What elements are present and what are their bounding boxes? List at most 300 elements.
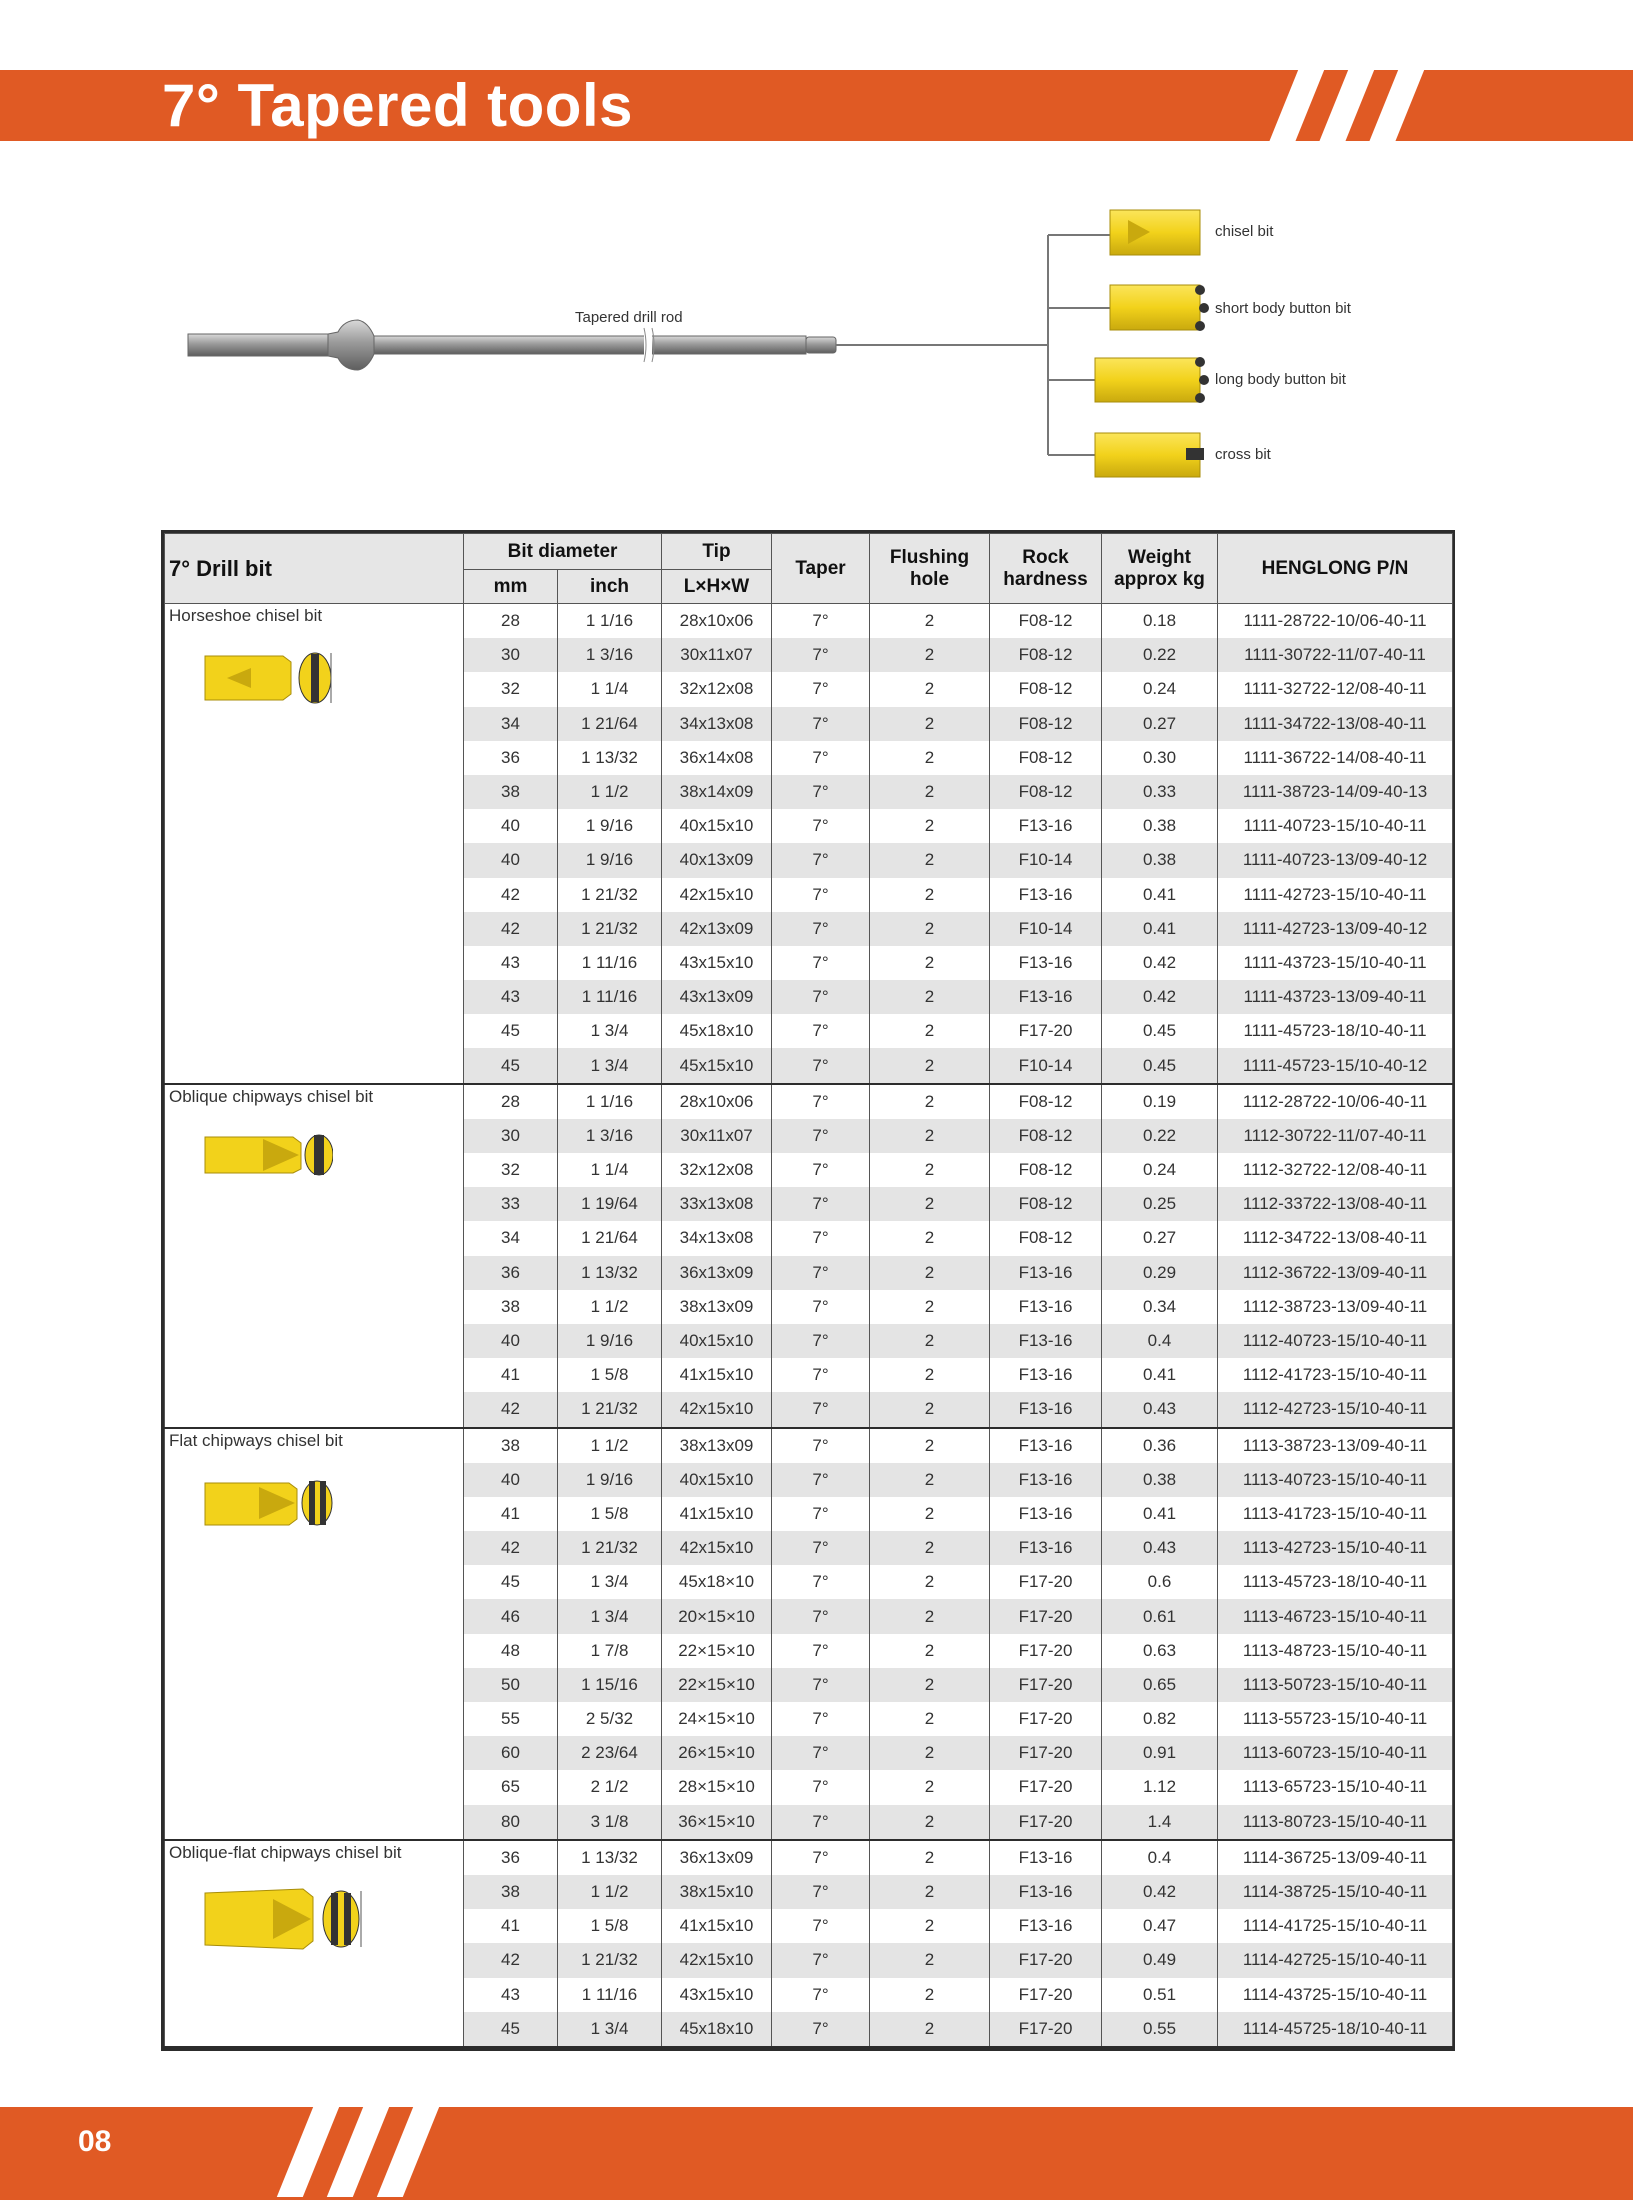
cell-weight: 0.55 — [1102, 2012, 1218, 2047]
cell-inch: 1 9/16 — [558, 809, 662, 843]
cell-pn: 1114-36725-13/09-40-11 — [1218, 1840, 1453, 1875]
cell-pn: 1114-42725-15/10-40-11 — [1218, 1943, 1453, 1977]
header-taper: Taper — [772, 534, 870, 604]
cell-tip: 38x13x09 — [662, 1290, 772, 1324]
cell-weight: 0.38 — [1102, 809, 1218, 843]
cell-rock: F13-16 — [990, 1392, 1102, 1427]
tapered-drill-rod — [188, 320, 1048, 370]
cell-rock: F08-12 — [990, 1119, 1102, 1153]
cell-inch: 1 3/16 — [558, 1119, 662, 1153]
cell-inch: 1 5/8 — [558, 1358, 662, 1392]
cell-rock: F13-16 — [990, 980, 1102, 1014]
cell-weight: 0.33 — [1102, 775, 1218, 809]
cell-inch: 1 1/2 — [558, 775, 662, 809]
cell-tip: 40x15x10 — [662, 809, 772, 843]
long-body-button-bit-image — [1095, 357, 1209, 403]
cell-rock: F17-20 — [990, 1943, 1102, 1977]
cell-taper: 7° — [772, 1324, 870, 1358]
cell-taper: 7° — [772, 1084, 870, 1119]
cell-taper: 7° — [772, 878, 870, 912]
cell-rock: F17-20 — [990, 1599, 1102, 1633]
cell-inch: 1 9/16 — [558, 1463, 662, 1497]
cell-inch: 1 9/16 — [558, 1324, 662, 1358]
cell-rock: F08-12 — [990, 604, 1102, 639]
cell-weight: 0.4 — [1102, 1324, 1218, 1358]
cell-rock: F17-20 — [990, 1736, 1102, 1770]
cell-weight: 0.49 — [1102, 1943, 1218, 1977]
cell-tip: 42x15x10 — [662, 1392, 772, 1427]
cell-mm: 38 — [464, 775, 558, 809]
cell-mm: 38 — [464, 1875, 558, 1909]
cell-weight: 0.47 — [1102, 1909, 1218, 1943]
cell-rock: F13-16 — [990, 1428, 1102, 1463]
bit-product-image — [203, 648, 333, 713]
category-cell — [165, 1840, 464, 2047]
cell-taper: 7° — [772, 1463, 870, 1497]
cell-tip: 42x15x10 — [662, 878, 772, 912]
bit-label-short-button: short body button bit — [1215, 300, 1351, 317]
cell-weight: 0.22 — [1102, 638, 1218, 672]
cell-flushing: 2 — [870, 809, 990, 843]
cell-inch: 1 1/2 — [558, 1428, 662, 1463]
cell-weight: 0.41 — [1102, 1358, 1218, 1392]
cell-tip: 22×15×10 — [662, 1668, 772, 1702]
cell-pn: 1113-80723-15/10-40-11 — [1218, 1805, 1453, 1840]
cell-pn: 1113-40723-15/10-40-11 — [1218, 1463, 1453, 1497]
cell-tip: 38x14x09 — [662, 775, 772, 809]
cell-mm: 32 — [464, 672, 558, 706]
category-name: Horseshoe chisel bit — [169, 606, 323, 625]
cell-pn: 1111-34722-13/08-40-11 — [1218, 707, 1453, 741]
cell-flushing: 2 — [870, 1531, 990, 1565]
cell-mm: 38 — [464, 1428, 558, 1463]
cell-taper: 7° — [772, 1290, 870, 1324]
cell-flushing: 2 — [870, 878, 990, 912]
cell-taper: 7° — [772, 707, 870, 741]
header-bit-diameter: Bit diameter — [464, 534, 662, 570]
cell-pn: 1111-36722-14/08-40-11 — [1218, 741, 1453, 775]
cell-weight: 0.41 — [1102, 878, 1218, 912]
cell-pn: 1112-42723-15/10-40-11 — [1218, 1392, 1453, 1427]
cell-rock: F17-20 — [990, 1668, 1102, 1702]
cell-flushing: 2 — [870, 1736, 990, 1770]
cell-weight: 0.42 — [1102, 1875, 1218, 1909]
cell-weight: 0.6 — [1102, 1565, 1218, 1599]
cell-tip: 28x10x06 — [662, 1084, 772, 1119]
cell-inch: 1 1/16 — [558, 1084, 662, 1119]
cell-flushing: 2 — [870, 1324, 990, 1358]
cell-flushing: 2 — [870, 1463, 990, 1497]
cell-inch: 1 5/8 — [558, 1909, 662, 1943]
cell-flushing: 2 — [870, 741, 990, 775]
cell-rock: F13-16 — [990, 809, 1102, 843]
cell-pn: 1112-41723-15/10-40-11 — [1218, 1358, 1453, 1392]
cell-weight: 0.41 — [1102, 1497, 1218, 1531]
cell-inch: 1 21/32 — [558, 1943, 662, 1977]
cell-rock: F13-16 — [990, 1909, 1102, 1943]
chisel-bit-image — [1110, 210, 1200, 255]
cell-taper: 7° — [772, 1599, 870, 1633]
cell-pn: 1113-65723-15/10-40-11 — [1218, 1770, 1453, 1804]
cell-taper: 7° — [772, 1256, 870, 1290]
cell-inch: 1 21/64 — [558, 1221, 662, 1255]
cell-flushing: 2 — [870, 912, 990, 946]
cell-taper: 7° — [772, 1187, 870, 1221]
cell-inch: 1 11/16 — [558, 980, 662, 1014]
short-body-button-bit-image — [1110, 285, 1209, 331]
cell-taper: 7° — [772, 638, 870, 672]
cell-tip: 41x15x10 — [662, 1497, 772, 1531]
cell-pn: 1112-30722-11/07-40-11 — [1218, 1119, 1453, 1153]
table-row — [165, 1840, 1453, 1875]
cell-mm: 45 — [464, 1048, 558, 1083]
cell-flushing: 2 — [870, 1290, 990, 1324]
rod-label: Tapered drill rod — [575, 309, 683, 326]
cell-taper: 7° — [772, 1805, 870, 1840]
cell-taper: 7° — [772, 1634, 870, 1668]
cell-mm: 38 — [464, 1290, 558, 1324]
cell-mm: 43 — [464, 1978, 558, 2012]
cell-inch: 1 11/16 — [558, 946, 662, 980]
cell-inch: 1 13/32 — [558, 1256, 662, 1290]
cell-mm: 40 — [464, 843, 558, 877]
cell-mm: 80 — [464, 1805, 558, 1840]
cell-taper: 7° — [772, 1014, 870, 1048]
cell-pn: 1114-45725-18/10-40-11 — [1218, 2012, 1453, 2047]
category-cell — [165, 1084, 464, 1428]
cell-pn: 1111-43723-13/09-40-11 — [1218, 980, 1453, 1014]
cell-inch: 1 21/32 — [558, 1392, 662, 1427]
cell-taper: 7° — [772, 1875, 870, 1909]
cell-weight: 0.24 — [1102, 672, 1218, 706]
cell-weight: 0.19 — [1102, 1084, 1218, 1119]
bit-product-image — [203, 1473, 333, 1538]
cell-flushing: 2 — [870, 1392, 990, 1427]
cell-taper: 7° — [772, 672, 870, 706]
cell-flushing: 2 — [870, 1909, 990, 1943]
cell-tip: 20×15×10 — [662, 1599, 772, 1633]
cell-weight: 0.45 — [1102, 1048, 1218, 1083]
cell-flushing: 2 — [870, 1014, 990, 1048]
cell-pn: 1113-45723-18/10-40-11 — [1218, 1565, 1453, 1599]
cell-taper: 7° — [772, 809, 870, 843]
cell-weight: 0.36 — [1102, 1428, 1218, 1463]
cell-flushing: 2 — [870, 604, 990, 639]
cell-inch: 1 3/4 — [558, 1048, 662, 1083]
cell-rock: F17-20 — [990, 1014, 1102, 1048]
cell-pn: 1113-50723-15/10-40-11 — [1218, 1668, 1453, 1702]
cell-flushing: 2 — [870, 980, 990, 1014]
cell-inch: 1 21/32 — [558, 912, 662, 946]
cell-inch: 3 1/8 — [558, 1805, 662, 1840]
cell-weight: 0.27 — [1102, 1221, 1218, 1255]
cell-rock: F17-20 — [990, 1565, 1102, 1599]
cell-pn: 1111-40723-13/09-40-12 — [1218, 843, 1453, 877]
cell-tip: 45x18x10 — [662, 2012, 772, 2047]
cell-mm: 65 — [464, 1770, 558, 1804]
cell-mm: 60 — [464, 1736, 558, 1770]
cell-pn: 1112-34722-13/08-40-11 — [1218, 1221, 1453, 1255]
cell-flushing: 2 — [870, 1084, 990, 1119]
cell-mm: 41 — [464, 1909, 558, 1943]
cell-weight: 0.65 — [1102, 1668, 1218, 1702]
cell-tip: 32x12x08 — [662, 672, 772, 706]
cell-flushing: 2 — [870, 1599, 990, 1633]
bit-product-image — [203, 1885, 363, 1960]
cell-pn: 1111-28722-10/06-40-11 — [1218, 604, 1453, 639]
cell-tip: 45x18x10 — [662, 1014, 772, 1048]
cell-pn: 1111-45723-18/10-40-11 — [1218, 1014, 1453, 1048]
cell-tip: 28x10x06 — [662, 604, 772, 639]
cell-taper: 7° — [772, 1978, 870, 2012]
cell-mm: 34 — [464, 1221, 558, 1255]
cell-inch: 1 3/16 — [558, 638, 662, 672]
header-weight: Weight approx kg — [1102, 534, 1218, 604]
cell-tip: 40x15x10 — [662, 1324, 772, 1358]
cell-rock: F13-16 — [990, 1463, 1102, 1497]
cell-mm: 36 — [464, 1256, 558, 1290]
header-stripes — [1270, 70, 1430, 141]
cell-taper: 7° — [772, 1358, 870, 1392]
cell-rock: F13-16 — [990, 1256, 1102, 1290]
cell-flushing: 2 — [870, 672, 990, 706]
cell-inch: 1 3/4 — [558, 1565, 662, 1599]
cell-pn: 1111-42723-15/10-40-11 — [1218, 878, 1453, 912]
drill-bit-table — [161, 530, 1455, 2051]
cell-pn: 1112-32722-12/08-40-11 — [1218, 1153, 1453, 1187]
header-inch: inch — [558, 570, 662, 604]
cell-mm: 41 — [464, 1358, 558, 1392]
cell-tip: 42x15x10 — [662, 1943, 772, 1977]
cell-mm: 45 — [464, 2012, 558, 2047]
cell-mm: 34 — [464, 707, 558, 741]
cell-flushing: 2 — [870, 1943, 990, 1977]
cell-rock: F08-12 — [990, 741, 1102, 775]
cell-pn: 1113-55723-15/10-40-11 — [1218, 1702, 1453, 1736]
cell-taper: 7° — [772, 1048, 870, 1083]
cell-taper: 7° — [772, 980, 870, 1014]
cell-tip: 43x15x10 — [662, 1978, 772, 2012]
cell-mm: 46 — [464, 1599, 558, 1633]
cell-pn: 1112-40723-15/10-40-11 — [1218, 1324, 1453, 1358]
cell-taper: 7° — [772, 843, 870, 877]
cell-rock: F08-12 — [990, 707, 1102, 741]
cell-pn: 1111-30722-11/07-40-11 — [1218, 638, 1453, 672]
cell-mm: 42 — [464, 1531, 558, 1565]
bit-label-cross: cross bit — [1215, 446, 1271, 463]
cell-mm: 45 — [464, 1014, 558, 1048]
cell-mm: 28 — [464, 604, 558, 639]
cell-mm: 42 — [464, 912, 558, 946]
cell-mm: 40 — [464, 1463, 558, 1497]
cell-pn: 1114-38725-15/10-40-11 — [1218, 1875, 1453, 1909]
cell-inch: 1 1/4 — [558, 1153, 662, 1187]
cell-taper: 7° — [772, 1153, 870, 1187]
cell-inch: 1 1/2 — [558, 1875, 662, 1909]
cell-flushing: 2 — [870, 1358, 990, 1392]
cell-tip: 38x15x10 — [662, 1875, 772, 1909]
cell-tip: 36×15×10 — [662, 1805, 772, 1840]
cell-tip: 30x11x07 — [662, 638, 772, 672]
header-flushing-hole: Flushing hole — [870, 534, 990, 604]
cell-rock: F13-16 — [990, 1290, 1102, 1324]
cell-inch: 1 11/16 — [558, 1978, 662, 2012]
cell-tip: 32x12x08 — [662, 1153, 772, 1187]
cell-flushing: 2 — [870, 1221, 990, 1255]
cell-weight: 0.43 — [1102, 1392, 1218, 1427]
cell-tip: 42x13x09 — [662, 912, 772, 946]
cell-inch: 1 3/4 — [558, 2012, 662, 2047]
bit-label-long-button: long body button bit — [1215, 371, 1346, 388]
cell-pn: 1111-43723-15/10-40-11 — [1218, 946, 1453, 980]
cell-inch: 1 13/32 — [558, 741, 662, 775]
cell-pn: 1111-38723-14/09-40-13 — [1218, 775, 1453, 809]
cell-weight: 0.43 — [1102, 1531, 1218, 1565]
cell-inch: 2 5/32 — [558, 1702, 662, 1736]
cell-rock: F17-20 — [990, 1634, 1102, 1668]
cell-tip: 41x15x10 — [662, 1909, 772, 1943]
cell-rock: F17-20 — [990, 1978, 1102, 2012]
cell-tip: 26×15×10 — [662, 1736, 772, 1770]
cell-weight: 0.63 — [1102, 1634, 1218, 1668]
cell-inch: 2 1/2 — [558, 1770, 662, 1804]
cell-rock: F13-16 — [990, 946, 1102, 980]
cell-taper: 7° — [772, 1497, 870, 1531]
cell-rock: F08-12 — [990, 775, 1102, 809]
header-band — [0, 70, 1633, 141]
header-tip: Tip — [662, 534, 772, 570]
cell-pn: 1111-32722-12/08-40-11 — [1218, 672, 1453, 706]
cell-weight: 0.27 — [1102, 707, 1218, 741]
cell-tip: 34x13x08 — [662, 707, 772, 741]
cell-inch: 1 21/64 — [558, 707, 662, 741]
cell-inch: 1 1/16 — [558, 604, 662, 639]
cell-flushing: 2 — [870, 1187, 990, 1221]
cell-flushing: 2 — [870, 946, 990, 980]
category-cell — [165, 1428, 464, 1840]
cell-taper: 7° — [772, 1565, 870, 1599]
cell-rock: F10-14 — [990, 912, 1102, 946]
bit-product-image — [203, 1129, 333, 1184]
cell-weight: 0.18 — [1102, 604, 1218, 639]
cell-taper: 7° — [772, 1221, 870, 1255]
cell-rock: F08-12 — [990, 1153, 1102, 1187]
table-row — [165, 604, 1453, 639]
cell-rock: F13-16 — [990, 1358, 1102, 1392]
cell-weight: 1.12 — [1102, 1770, 1218, 1804]
header-tip-dims: L×H×W — [662, 570, 772, 604]
cell-rock: F08-12 — [990, 672, 1102, 706]
cell-inch: 1 15/16 — [558, 1668, 662, 1702]
cross-bit-image — [1095, 433, 1204, 477]
bit-connectors — [1048, 235, 1110, 455]
page-title: 7° Tapered tools — [162, 72, 633, 139]
category-name: Oblique chipways chisel bit — [169, 1086, 374, 1106]
cell-flushing: 2 — [870, 1256, 990, 1290]
cell-rock: F13-16 — [990, 1840, 1102, 1875]
cell-flushing: 2 — [870, 1119, 990, 1153]
page-number: 08 — [78, 2125, 112, 2158]
cell-taper: 7° — [772, 1119, 870, 1153]
cell-weight: 1.4 — [1102, 1805, 1218, 1840]
cell-rock: F13-16 — [990, 1324, 1102, 1358]
cell-mm: 40 — [464, 809, 558, 843]
header-rock-hardness: Rock hardness — [990, 534, 1102, 604]
cell-pn: 1113-38723-13/09-40-11 — [1218, 1428, 1453, 1463]
table-row — [165, 1428, 1453, 1463]
cell-taper: 7° — [772, 1736, 870, 1770]
cell-mm: 50 — [464, 1668, 558, 1702]
cell-mm: 28 — [464, 1084, 558, 1119]
cell-rock: F08-12 — [990, 638, 1102, 672]
cell-tip: 40x13x09 — [662, 843, 772, 877]
cell-pn: 1113-48723-15/10-40-11 — [1218, 1634, 1453, 1668]
cell-taper: 7° — [772, 1392, 870, 1427]
cell-taper: 7° — [772, 775, 870, 809]
cell-inch: 1 7/8 — [558, 1634, 662, 1668]
cell-rock: F08-12 — [990, 1084, 1102, 1119]
cell-pn: 1111-40723-15/10-40-11 — [1218, 809, 1453, 843]
cell-taper: 7° — [772, 741, 870, 775]
cell-weight: 0.25 — [1102, 1187, 1218, 1221]
cell-tip: 36x13x09 — [662, 1840, 772, 1875]
header-pn: HENGLONG P/N — [1218, 534, 1453, 604]
cell-mm: 42 — [464, 1943, 558, 1977]
footer-stripes — [285, 2107, 445, 2178]
cell-taper: 7° — [772, 912, 870, 946]
cell-rock: F08-12 — [990, 1187, 1102, 1221]
cell-tip: 30x11x07 — [662, 1119, 772, 1153]
cell-weight: 0.91 — [1102, 1736, 1218, 1770]
cell-mm: 43 — [464, 980, 558, 1014]
cell-rock: F08-12 — [990, 1221, 1102, 1255]
cell-tip: 33x13x08 — [662, 1187, 772, 1221]
cell-taper: 7° — [772, 1668, 870, 1702]
cell-inch: 1 3/4 — [558, 1014, 662, 1048]
cell-weight: 0.30 — [1102, 741, 1218, 775]
cell-mm: 42 — [464, 1392, 558, 1427]
header-mm: mm — [464, 570, 558, 604]
cell-mm: 40 — [464, 1324, 558, 1358]
cell-flushing: 2 — [870, 707, 990, 741]
cell-taper: 7° — [772, 1770, 870, 1804]
cell-rock: F17-20 — [990, 1770, 1102, 1804]
cell-flushing: 2 — [870, 1978, 990, 2012]
cell-mm: 43 — [464, 946, 558, 980]
cell-pn: 1112-33722-13/08-40-11 — [1218, 1187, 1453, 1221]
cell-flushing: 2 — [870, 1565, 990, 1599]
cell-mm: 55 — [464, 1702, 558, 1736]
cell-inch: 1 1/4 — [558, 672, 662, 706]
cell-inch: 1 9/16 — [558, 843, 662, 877]
cell-pn: 1111-42723-13/09-40-12 — [1218, 912, 1453, 946]
cell-flushing: 2 — [870, 843, 990, 877]
cell-mm: 36 — [464, 741, 558, 775]
cell-taper: 7° — [772, 1943, 870, 1977]
cell-mm: 30 — [464, 638, 558, 672]
cell-pn: 1113-41723-15/10-40-11 — [1218, 1497, 1453, 1531]
cell-pn: 1112-28722-10/06-40-11 — [1218, 1084, 1453, 1119]
cell-flushing: 2 — [870, 1634, 990, 1668]
cell-mm: 48 — [464, 1634, 558, 1668]
cell-taper: 7° — [772, 604, 870, 639]
cell-flushing: 2 — [870, 1770, 990, 1804]
cell-pn: 1114-43725-15/10-40-11 — [1218, 1978, 1453, 2012]
cell-flushing: 2 — [870, 1702, 990, 1736]
cell-weight: 0.38 — [1102, 843, 1218, 877]
cell-weight: 0.45 — [1102, 1014, 1218, 1048]
category-name: Flat chipways chisel bit — [169, 1430, 343, 1450]
